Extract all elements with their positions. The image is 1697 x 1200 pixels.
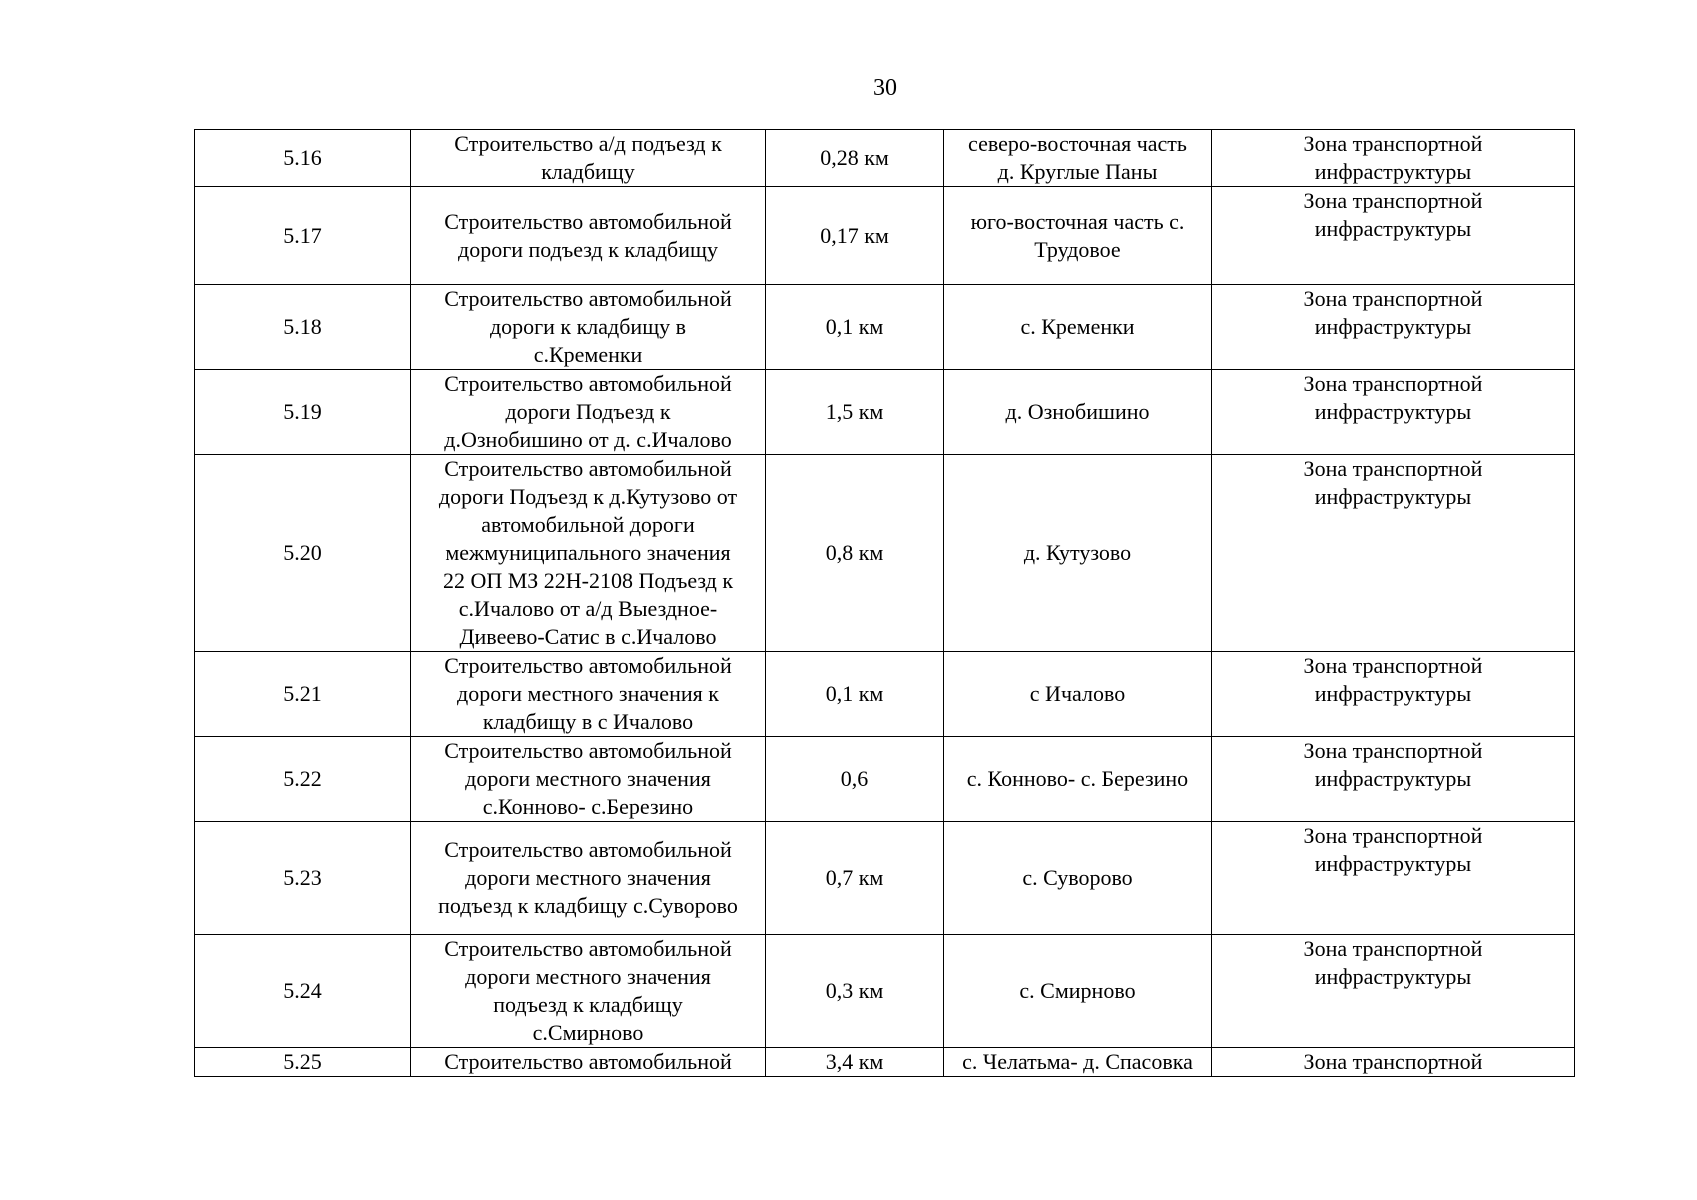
zone-cell-line: Зона транспортной [1303,371,1483,396]
location-cell-line: д. Кутузово [1023,540,1132,565]
object-name-cell-line: Строительство автомобильной [444,653,732,678]
length-cell: 0,3 км [766,935,944,1048]
object-name-cell [411,370,766,455]
location-cell [944,285,1212,370]
object-name-cell-line: Строительство а/д подъезд к [454,131,722,156]
length-cell: 3,4 км [766,1048,944,1077]
table-row [195,187,1575,285]
table-row [195,285,1575,370]
zone-cell [1212,1048,1575,1077]
page-number: 30 [873,75,897,101]
zone-cell-line: инфраструктуры [1314,159,1472,184]
location-cell [944,187,1212,285]
object-name-cell-line: дороги местного значения к [457,681,719,706]
length-cell: 0,17 км [766,187,944,285]
object-name-cell-line: 22 ОП МЗ 22Н-2108 Подъезд к [442,568,734,593]
item-number-cell: 5.25 [195,1048,411,1077]
zone-cell-line: Зона транспортной [1303,653,1483,678]
item-number-cell: 5.21 [195,652,411,737]
object-name-cell [411,822,766,935]
location-cell-line: д. Круглые Паны [997,159,1158,184]
length-cell: 0,7 км [766,822,944,935]
zone-cell-line: Зона транспортной [1303,738,1483,763]
location-cell [944,652,1212,737]
object-name-cell-line: Строительство автомобильной [444,936,732,961]
object-name-cell [411,455,766,652]
location-cell [944,130,1212,187]
location-cell-line: с. Челатьма- д. Спасовка [962,1049,1193,1074]
zone-cell [1212,455,1575,652]
location-cell [944,737,1212,822]
zone-cell-line: инфраструктуры [1314,964,1472,989]
length-cell: 0,1 км [766,285,944,370]
zone-cell [1212,652,1575,737]
location-cell [944,822,1212,935]
item-number-cell: 5.20 [195,455,411,652]
table-row [195,370,1575,455]
object-name-cell-line: подъезд к кладбищу [493,992,683,1017]
object-name-cell-line: Дивеево-Сатис в с.Ичалово [459,624,717,649]
length-cell: 0,6 [766,737,944,822]
zone-cell-line: Зона транспортной [1303,188,1483,213]
zone-cell [1212,285,1575,370]
zone-cell-line: инфраструктуры [1314,399,1472,424]
object-name-cell [411,652,766,737]
table-row [195,737,1575,822]
object-name-cell [411,737,766,822]
zone-cell-line: Зона транспортной [1303,286,1483,311]
location-cell [944,1048,1212,1077]
zone-cell-line: Зона транспортной [1303,1049,1483,1074]
location-cell-line: юго-восточная часть с. [970,208,1185,234]
table-row [195,455,1575,652]
object-name-cell-line: Строительство автомобильной [444,738,732,763]
zone-cell-line: Зона транспортной [1303,936,1483,961]
object-name-cell-line: с.Конново- с.Березино [482,794,694,819]
object-name-cell-line: дороги местного значения [465,766,711,791]
location-cell-line: северо-восточная часть [968,131,1187,156]
length-cell: 0,1 км [766,652,944,737]
object-name-cell-line: с.Смирново [532,1020,644,1045]
zone-cell [1212,130,1575,187]
location-cell-line: д. Ознобишино [1005,399,1150,424]
zone-cell [1212,822,1575,935]
object-name-cell [411,130,766,187]
zone-cell-line: Зона транспортной [1303,456,1483,481]
zone-cell-line: инфраструктуры [1314,766,1472,791]
object-name-cell [411,187,766,285]
object-name-cell [411,285,766,370]
table-row [195,1048,1575,1077]
object-name-cell-line: дороги местного значения [465,964,711,989]
table-row [195,130,1575,187]
zone-cell-line: инфраструктуры [1314,681,1472,706]
object-name-cell-line: с.Ичалово от а/д Выездное- [458,596,718,621]
zone-cell-line: инфраструктуры [1314,484,1472,509]
object-name-cell-line: Строительство автомобильной [444,1049,732,1074]
object-name-cell-line: д.Ознобишино от д. с.Ичалово [444,427,732,452]
item-number-cell: 5.17 [195,187,411,285]
location-cell-line: с. Конново- с. Березино [966,766,1189,791]
table-row [195,935,1575,1048]
object-name-cell-line: дороги к кладбищу в [489,314,687,339]
length-cell: 0,8 км [766,455,944,652]
zone-cell [1212,737,1575,822]
object-name-cell-line: дороги подъезд к кладбищу [458,236,718,262]
table-body [195,130,1575,1077]
object-name-cell-line: автомобильной дороги [481,512,695,537]
object-name-cell-line: дороги Подъезд к д.Кутузово от [438,484,738,509]
location-cell [944,370,1212,455]
zone-cell-line: Зона транспортной [1303,131,1483,156]
table-row [195,822,1575,935]
object-name-cell-line: с.Кременки [533,342,643,367]
object-name-cell-line: кладбищу в с Ичалово [482,709,694,734]
location-cell-line: с Ичалово [1029,681,1126,706]
location-cell [944,935,1212,1048]
location-cell [944,455,1212,652]
zone-cell [1212,187,1575,285]
object-name-cell-line: межмуниципального значения [445,540,731,565]
table-row [195,652,1575,737]
zone-cell-line: инфраструктуры [1314,216,1472,241]
location-cell-line: с. Суворово [1022,865,1133,890]
location-cell-line: с. Смирново [1019,978,1136,1003]
object-name-cell-line: Строительство автомобильной [444,837,732,862]
item-number-cell: 5.16 [195,130,411,187]
object-name-cell-line: Строительство автомобильной [444,456,732,481]
object-name-cell-line: дороги местного значения [465,865,711,890]
location-cell-line: с. Кременки [1020,314,1135,339]
zone-cell-line: инфраструктуры [1314,851,1472,876]
object-name-cell [411,1048,766,1077]
zone-cell-line: инфраструктуры [1314,314,1472,339]
item-number-cell: 5.22 [195,737,411,822]
object-name-cell-line: Строительство автомобильной [444,208,732,234]
object-name-cell-line: подъезд к кладбищу с.Суворово [438,893,738,918]
object-name-cell [411,935,766,1048]
length-cell: 1,5 км [766,370,944,455]
location-cell-line: Трудовое [1034,236,1121,262]
item-number-cell: 5.23 [195,822,411,935]
item-number-cell: 5.19 [195,370,411,455]
zone-cell-line: Зона транспортной [1303,823,1483,848]
object-name-cell-line: Строительство автомобильной [444,286,732,311]
item-number-cell: 5.24 [195,935,411,1048]
planning-objects-table [194,129,1575,1077]
length-cell: 0,28 км [766,130,944,187]
zone-cell [1212,935,1575,1048]
object-name-cell-line: кладбищу [541,159,635,184]
object-name-cell-line: Строительство автомобильной [444,371,732,396]
item-number-cell: 5.18 [195,285,411,370]
zone-cell [1212,370,1575,455]
object-name-cell-line: дороги Подъезд к [505,399,671,424]
